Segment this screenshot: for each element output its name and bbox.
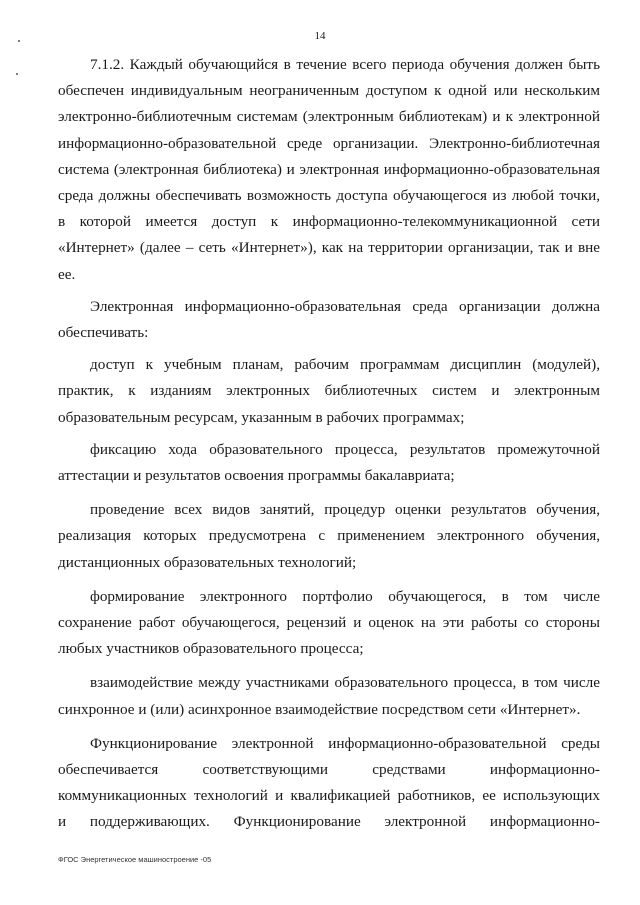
text-line: система (электронная библиотека) и электронная информационно-образовательная [58,160,600,178]
text-line: формирование электронного портфолио обучающегося, в том числе [90,587,600,605]
text-line: информационно-образовательной среде организации. Электронно-библиотечная [58,134,600,152]
text-line: среда должны обеспечивать возможность доступа обучающегося из любой точки, [58,187,600,205]
text-line: сохранение работ обучающегося, рецензий и оценок на эти работы со стороны [58,614,600,632]
paragraph-p1 [58,52,600,288]
text-line: обеспечивать: [58,324,149,342]
document-body [58,52,600,836]
text-line: образовательным ресурсам, указанным в рабочих программах; [58,408,465,426]
text-line: аттестации и результатов освоения программы бакалавриата; [58,467,455,485]
page-number: 14 [314,30,326,42]
text-line: дистанционных образовательных технологий; [58,553,357,571]
text-line: синхронное и (или) асинхронное взаимодействие посредством сети «Интернет». [58,700,581,718]
text-line: Электронная информационно-образовательная среда организации должна [90,297,600,315]
paragraph-p5 [58,497,600,576]
text-line: «Интернет» (далее – сеть «Интернет»), как на территории организации, так и вне ее. [58,239,600,283]
text-line: доступ к учебным планам, рабочим программам дисциплин (модулей), [90,356,600,374]
text-line: проведение всех видов занятий, процедур оценки результатов обучения, [90,501,600,519]
text-line: обеспечивается соответствующими средствами информационно- [58,761,600,779]
text-line: любых участников образовательного процесса; [58,640,364,658]
paragraph-p2 [58,294,600,346]
text-line: Функционирование электронной информационно-образовательной среды [90,734,600,752]
scan-mark-top-left [18,40,20,42]
footer-text: ФГОС Энергетическое машиностроение -05 [58,855,212,864]
text-line: и поддерживающих. Функционирование электронной информационно- [58,813,600,831]
text-line: взаимодействие между участниками образовательного процесса, в том числе [90,674,600,692]
text-line: практик, к изданиям электронных библиотечных систем и электронным [58,382,600,400]
text-line: в которой имеется доступ к информационно-телекоммуникационной сети [58,213,600,231]
text-line: реализация которых предусмотрена с применением электронного обучения, [58,527,600,545]
paragraph-p4 [58,437,600,489]
paragraph-p8 [58,731,600,836]
paragraph-p3 [58,352,600,431]
paragraph-p7 [58,670,600,722]
paragraph-p6 [58,584,600,663]
text-line: фиксацию хода образовательного процесса, результатов промежуточной [90,440,600,458]
scan-mark-left [16,73,18,75]
text-line: электронно-библиотечным системам (электронным библиотекам) и к электронной [58,108,600,126]
text-line: обеспечен индивидуальным неограниченным доступом к одной или нескольким [58,82,600,100]
text-line: коммуникационных технологий и квалификацией работников, ее использующих [58,787,600,805]
text-line: 7.1.2. Каждый обучающийся в течение всего периода обучения должен быть [90,56,600,73]
